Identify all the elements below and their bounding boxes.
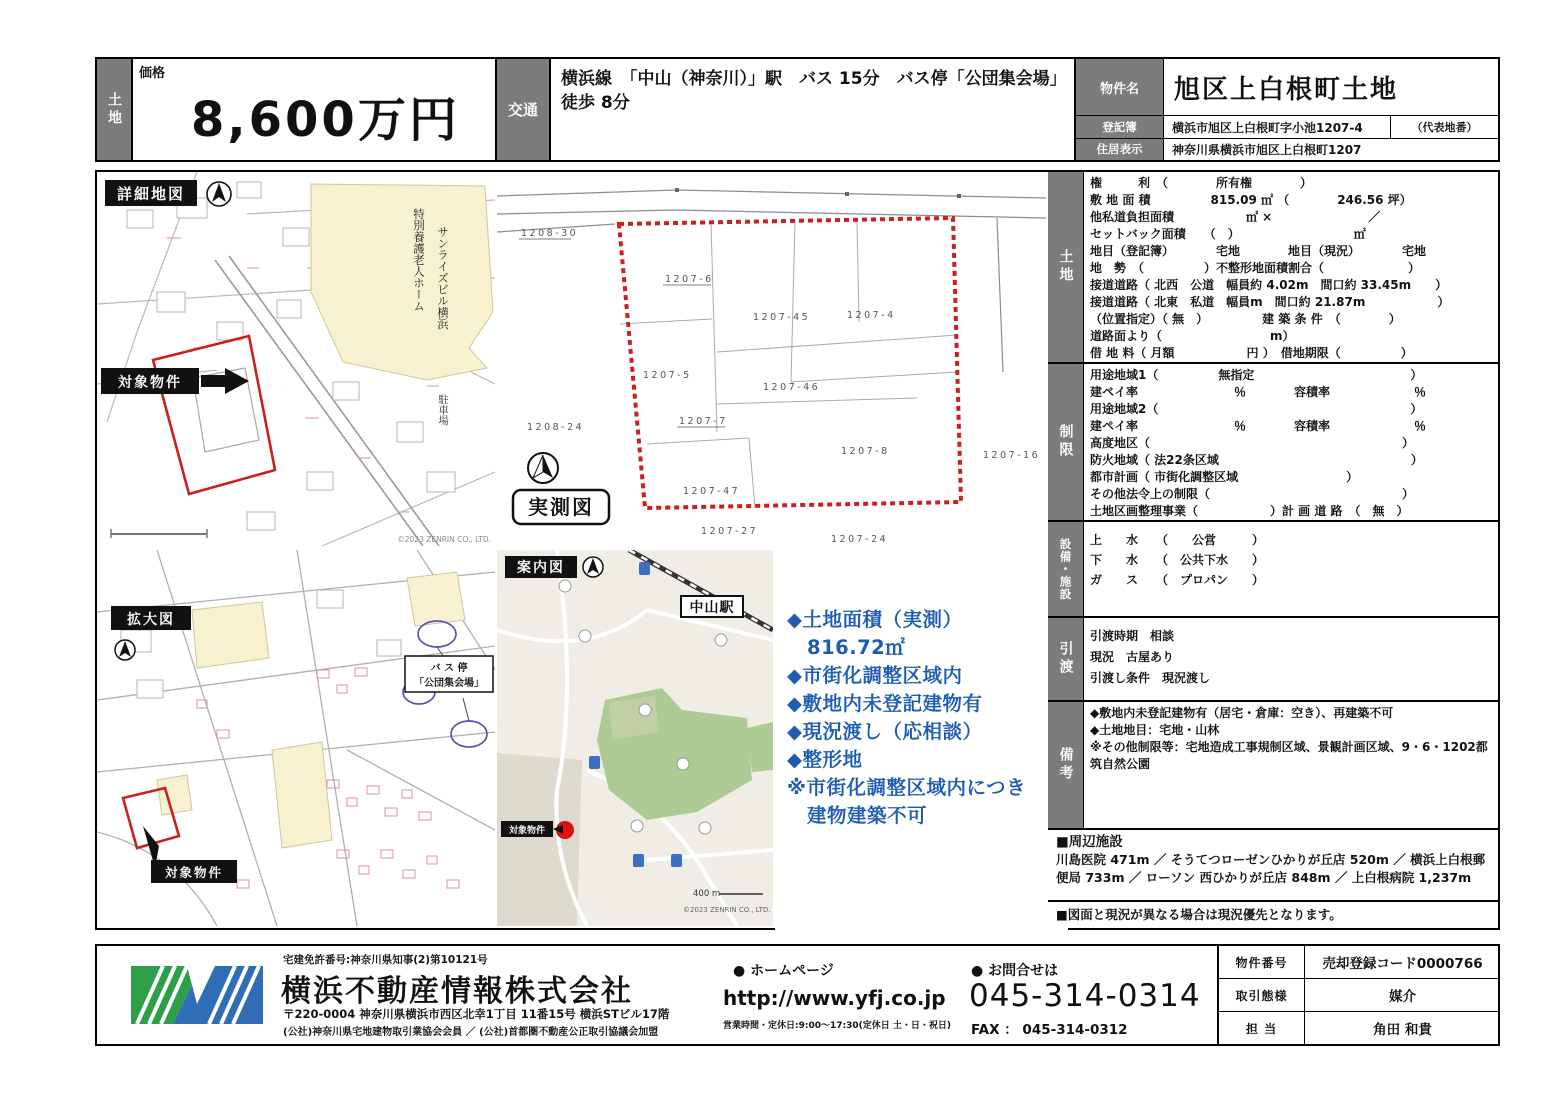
land-detail-line: 地 勢 （ ）不整形地面積割合（ ） [1090, 261, 1421, 275]
restriction-line: 建ペイ率 ％ 容積率 ％ [1090, 385, 1427, 399]
restriction-line: 都市計画（ 市街化調整区域 ） [1090, 470, 1359, 484]
remark-line: ◆土地地目：宅地・山林 [1090, 723, 1220, 737]
svg-text:1207-24: 1207-24 [831, 534, 889, 545]
property-name: 旭区上白根町土地 [1174, 74, 1399, 105]
section-utilities-body [1084, 522, 1498, 616]
svg-text:1207-27: 1207-27 [701, 526, 759, 537]
section-restrictions-body [1084, 364, 1498, 520]
north-compass-icon [528, 453, 558, 483]
contact-label: ● お問合せは [971, 963, 1059, 979]
section-restrictions-side [1048, 364, 1084, 520]
address-value: 神奈川県横浜市旭区上白根町1207 [1172, 142, 1362, 157]
company-address: 〒220-0004 神奈川県横浜市西区北幸1丁目 11番15号 横浜STビル17階 [283, 1007, 670, 1021]
table-row [1219, 979, 1500, 1012]
property-no-label: 物件番号 [1219, 946, 1305, 978]
agent-label: 担 当 [1219, 1012, 1305, 1044]
phone-number: 045-314-0314 [969, 978, 1201, 1014]
section-handover [1048, 618, 1498, 702]
transit-text: 横浜線 「中山（神奈川）」駅 バス 15分 バス停「公団集会場」 徒歩 8分 [551, 59, 1076, 160]
svg-text:1207-47: 1207-47 [683, 486, 741, 497]
survey-map [497, 172, 1050, 552]
terrain-area [497, 753, 582, 926]
details-panel [1048, 172, 1498, 928]
wide-map [97, 550, 499, 928]
transit-label-cell [497, 59, 551, 160]
section-land [1048, 172, 1498, 364]
section-land-body [1084, 172, 1498, 362]
section-utilities-side [1048, 522, 1084, 616]
price-label: 価格 [139, 66, 166, 81]
north-compass-icon [207, 182, 231, 206]
section-remarks-body [1084, 702, 1498, 828]
guide-map-drawing [497, 550, 773, 926]
handover-line: 引渡時期 相談 [1090, 629, 1175, 643]
svg-text:1207-8: 1207-8 [841, 446, 890, 457]
highlight-line: ◆土地面積（実測） [787, 608, 963, 631]
facility-name-line2: サンライズビル横浜 [436, 226, 450, 330]
facility-area [311, 184, 493, 380]
highlights-panel [775, 550, 1068, 984]
priority-note: ■図面と現況が異なる場合は現況優先となります。 [1056, 907, 1342, 922]
section-remarks [1048, 702, 1498, 830]
footer [95, 944, 1500, 1046]
restriction-line: 用途地域1（ 無指定 ） [1090, 368, 1423, 382]
svg-text:1208-24: 1208-24 [527, 422, 585, 433]
restriction-line: 土地区画整理事業（ ）計 画 道 路 （ 無 ） [1090, 504, 1409, 518]
transit-label: 交通 [507, 101, 538, 119]
nearby-heading: ■周辺施設 [1056, 834, 1123, 850]
facility-name-line1: 特別養護老人ホーム [412, 208, 426, 312]
registry-label: 登記簿 [1076, 116, 1164, 137]
restriction-line: 建ペイ率 ％ 容積率 ％ [1090, 419, 1427, 433]
land-detail-line: 敷 地 面 積 815.09 ㎡ （ 246.56 坪） [1090, 193, 1412, 207]
land-detail-line: 権 利 （ 所有権 ） [1090, 176, 1313, 190]
fax-number: FAX ： 045-314-0312 [971, 1022, 1128, 1038]
svg-text:1207-6: 1207-6 [665, 274, 714, 285]
utility-line: 下 水 （ 公共下水 ） [1090, 553, 1265, 567]
land-detail-line: セットバック面積 （ ） ㎡ [1090, 227, 1366, 241]
land-detail-line: 接道道路（ 北西 公道 幅員約 4.02m 間口約 33.45m ） [1090, 278, 1448, 292]
restriction-line: その他法令上の制限（ ） [1090, 487, 1415, 501]
homepage-label: ● ホームページ [733, 963, 834, 979]
restriction-line: 防火地域（ 法22条区域 ） [1090, 453, 1423, 467]
section-utilities-label: 設備・施設 [1058, 537, 1073, 601]
section-land-label: 土地 [1057, 249, 1074, 285]
table-row [1219, 1012, 1500, 1044]
price-cell [133, 59, 497, 160]
property-name-label: 物件名 [1076, 59, 1164, 115]
highlight-line: 816.72㎡ [787, 636, 906, 659]
svg-text:1207-16: 1207-16 [983, 450, 1041, 461]
section-remarks-label: 備考 [1057, 747, 1074, 783]
svg-text:1207-46: 1207-46 [763, 382, 821, 393]
section-handover-side [1048, 618, 1084, 700]
land-detail-line: 借 地 料（ 月額 円 ） 借地期限（ ） [1090, 346, 1413, 360]
svg-text:1207-7: 1207-7 [679, 416, 728, 427]
north-compass-icon [115, 640, 135, 660]
business-hours: 営業時間・定休日:9:00～17:30(定休日 土・日・祝日) [723, 1021, 951, 1031]
section-handover-label: 引渡 [1057, 641, 1074, 677]
company-name: 横浜不動産情報株式会社 [281, 974, 633, 1009]
parking-label: 駐車場 [437, 394, 449, 426]
svg-text:1208-30: 1208-30 [521, 228, 579, 239]
land-category-label: 土地 [106, 91, 122, 128]
registry-value: 横浜市旭区上白根町字小池1207-4 [1172, 120, 1363, 135]
svg-text:1207-45: 1207-45 [753, 312, 811, 323]
target-label: 対象物件 [164, 865, 224, 880]
listing-info-table [1217, 946, 1500, 1044]
nearby-body: 川島医院 471m ／ そうてつローゼンひかりが丘店 520m ／ 横浜上白根郵便局 733m ／ ローソン 西ひかりが丘店 848m ／ 上白根病院 1,237m [1056, 852, 1486, 885]
highlight-line: ※市街化調整区域内につき [787, 776, 1027, 799]
section-nearby [1048, 830, 1498, 902]
land-detail-line: （位置指定）（ 無 ） 建 築 条 件 （ ） [1090, 312, 1401, 326]
company-logo [123, 962, 271, 1028]
license-number: 宅建免許番号:神奈川県知事(2)第10121号 [283, 954, 488, 966]
land-detail-line: 地目（登記簿） 宅地 地目（現況） 宅地 [1090, 244, 1427, 258]
detail-map-title: 詳細地図 [116, 185, 186, 203]
highlight-line: ◆整形地 [787, 748, 863, 771]
detail-map [97, 172, 499, 552]
utility-line: 上 水 （ 公営 ） [1090, 533, 1265, 547]
restriction-line: 用途地域2（ ） [1090, 402, 1423, 416]
highlight-line: 建物建築不可 [787, 804, 928, 827]
remark-line: ◆敷地内未登記建物有（居宅・倉庫：空き）、再建築不可 [1090, 706, 1394, 720]
section-utilities [1048, 522, 1498, 618]
highlight-line: ◆市街化調整区域内 [787, 664, 963, 687]
map-copyright: ©2023 ZENRIN CO., LTD. [683, 906, 771, 914]
land-category-cell [97, 59, 133, 160]
address-label: 住居表示 [1076, 139, 1164, 160]
section-restrictions [1048, 364, 1498, 522]
company-associations: (公社)神奈川県宅地建物取引業協会会員 ／ (公社)首都圏不動産公正取引協議会加盟 [283, 1027, 659, 1038]
north-compass-icon [583, 557, 603, 577]
agent-value: 角田 和貴 [1373, 1022, 1432, 1038]
transaction-type-value: 媒介 [1389, 989, 1416, 1005]
scale-label: 400 m [693, 889, 721, 899]
guide-map [497, 550, 777, 928]
main-body [95, 170, 1500, 930]
section-remarks-side [1048, 702, 1084, 828]
highlight-line: ◆現況渡し（応相談） [787, 720, 983, 743]
price-value: 8,600万円 [191, 92, 460, 148]
svg-text:1207-5: 1207-5 [643, 370, 692, 381]
registry-note: （代表地番） [1390, 116, 1498, 137]
target-label: 対象物件 [118, 375, 182, 391]
land-detail-line: 他私道負担面積 ㎡ × ／ [1090, 210, 1381, 224]
svg-text:1207-4: 1207-4 [847, 310, 896, 321]
map-copyright: ©2023 ZENRIN CO., LTD. [397, 535, 491, 544]
property-identity-block [1076, 59, 1498, 160]
homepage-url[interactable]: http://www.yfj.co.jp [723, 986, 946, 1010]
detail-map-drawing [97, 172, 495, 546]
survey-map-drawing [497, 172, 1046, 546]
handover-line: 引渡し条件 現況渡し [1090, 671, 1211, 685]
remark-line: ※その他制限等：宅地造成工事規制区域、景観計画区域、9・6・1202都筑自然公園 [1090, 740, 1488, 771]
bus-stop-label-line1: バ ス 停 [430, 663, 468, 674]
station-label: 中山駅 [689, 600, 735, 616]
wide-map-title: 拡大図 [127, 612, 175, 628]
utility-line: ガ ス （ プロパン ） [1090, 573, 1265, 587]
restriction-line: 高度地区（ ） [1090, 436, 1415, 450]
land-detail-line: 接道道路（ 北東 私道 幅員m 間口約 21.87m ） [1090, 295, 1450, 309]
land-detail-line: 道路面より（ m） [1090, 329, 1295, 343]
bus-stop-label-line2: 「公団集会場」 [414, 678, 484, 689]
section-restrictions-label: 制限 [1057, 424, 1074, 460]
highlight-line: ◆敷地内未登記建物有 [787, 692, 983, 715]
target-label: 対象物件 [508, 826, 546, 836]
table-row [1219, 946, 1500, 979]
handover-line: 現況 古屋あり [1090, 650, 1175, 664]
guide-map-title: 案内図 [517, 560, 565, 576]
property-no-value: 売却登録コード0000766 [1322, 956, 1483, 972]
header-table [95, 57, 1500, 162]
transaction-type-label: 取引態様 [1219, 979, 1305, 1011]
wide-map-drawing [97, 550, 495, 926]
section-handover-body [1084, 618, 1498, 700]
survey-map-title: 実測図 [528, 495, 594, 519]
section-land-side [1048, 172, 1084, 362]
